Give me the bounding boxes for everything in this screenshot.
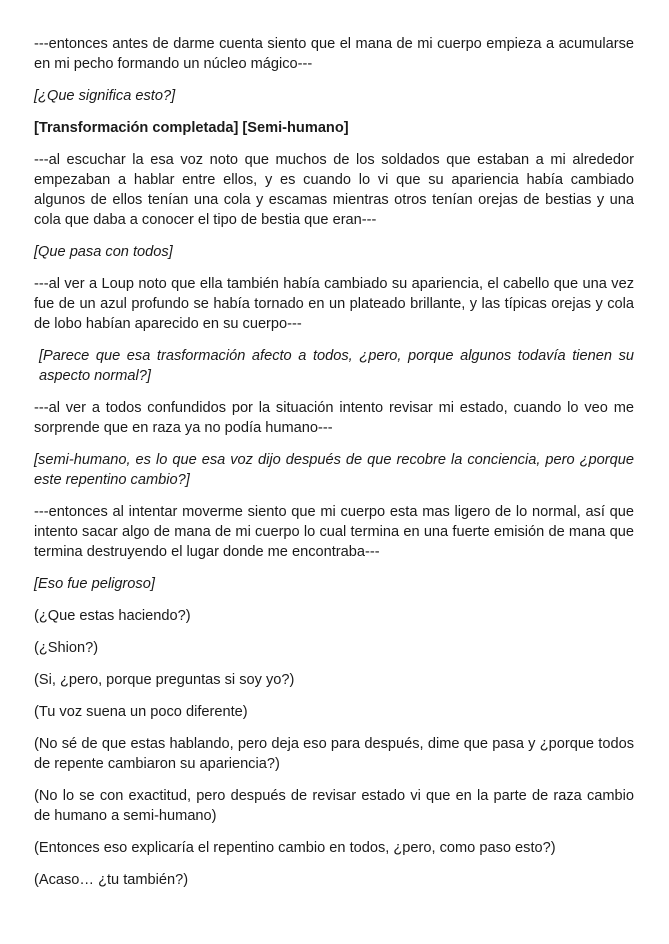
thought-paragraph: [semi-humano, es lo que esa voz dijo después de que recobre la conciencia, pero ¿porque este repentino cambio?] <box>34 452 634 488</box>
dialogue-line: (¿Shion?) <box>34 640 99 656</box>
system-message: [Transformación completada] [Semi-humano] <box>34 120 349 136</box>
thought-paragraph: [Eso fue peligroso] <box>34 576 155 592</box>
dialogue-line: (No sé de que estas hablando, pero deja eso para después, dime que pasa y ¿porque todos de repente cambiaron su apariencia?) <box>34 736 634 772</box>
thought-paragraph: [¿Que significa esto?] <box>34 88 176 104</box>
narration-paragraph: ---entonces antes de darme cuenta siento que el mana de mi cuerpo empieza a acumularse en mi pecho formando un núcleo mágico--- <box>34 36 634 72</box>
dialogue-line: (¿Que estas haciendo?) <box>34 608 191 624</box>
dialogue-line: (Entonces eso explicaría el repentino cambio en todos, ¿pero, como paso esto?) <box>34 840 556 856</box>
dialogue-line: (Tu voz suena un poco diferente) <box>34 704 248 720</box>
dialogue-line: (Si, ¿pero, porque preguntas si soy yo?) <box>34 672 295 688</box>
thought-paragraph: [Parece que esa trasformación afecto a todos, ¿pero, porque algunos todavía tienen su aspecto normal?] <box>39 348 634 384</box>
narration-paragraph: ---al escuchar la esa voz noto que muchos de los soldados que estaban a mi alrededor empezaban a hablar entre ellos, y es cuando lo vi que su apariencia había cambiado algunos de ellos tenían una cola y escamas mientras otros tenían orejas de bestias y una cola que daba a conocer el tipo de bestia que eran--- <box>34 152 634 228</box>
narration-paragraph: ---al ver a Loup noto que ella también había cambiado su apariencia, el cabello que una vez fue de un azul profundo se había tornado en un plateado brillante, y las típicas orejas y cola de lobo habían aparecido en su cuerpo--- <box>34 276 634 332</box>
narration-paragraph: ---al ver a todos confundidos por la situación intento revisar mi estado, cuando lo veo me sorprende que en raza ya no podía humano--- <box>34 400 634 436</box>
dialogue-line: (Acaso… ¿tu también?) <box>34 872 189 888</box>
narration-paragraph: ---entonces al intentar moverme siento que mi cuerpo esta mas ligero de lo normal, así que intento sacar algo de mana de mi cuerpo lo cual termina en una fuerte emisión de mana que termina destruyendo el lugar donde me encontraba--- <box>34 504 634 560</box>
document-page <box>34 34 634 902</box>
dialogue-line: (No lo se con exactitud, pero después de revisar estado vi que en la parte de raza cambio de humano a semi-humano) <box>34 788 634 824</box>
thought-paragraph: [Que pasa con todos] <box>34 244 173 260</box>
